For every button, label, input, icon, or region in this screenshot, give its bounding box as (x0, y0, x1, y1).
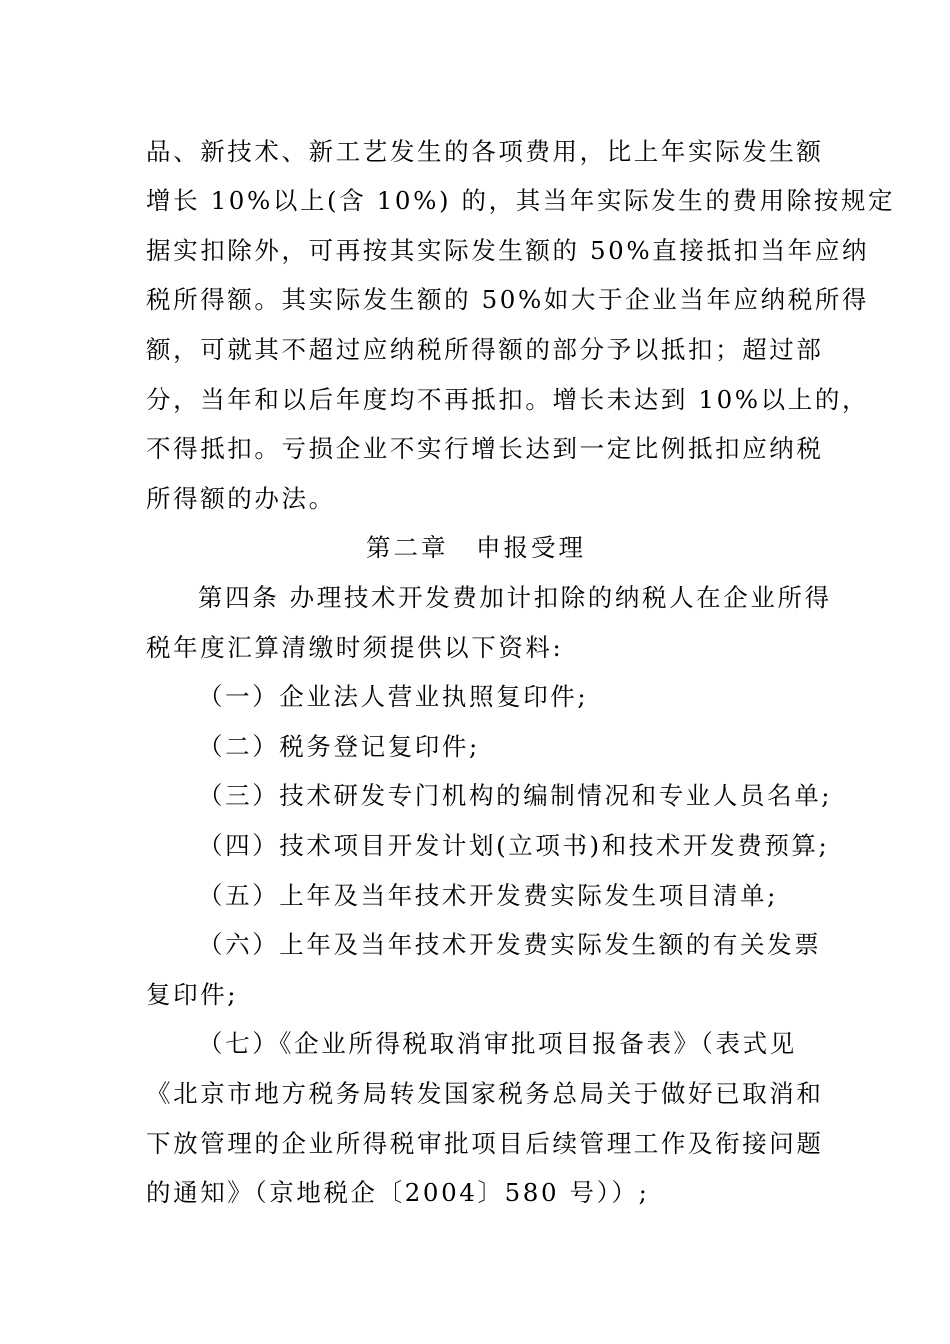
list-item: （五）上年及当年技术开发费实际发生项目清单; (198, 881, 778, 910)
paragraph-line: 不得抵扣。亏损企业不实行增长达到一定比例抵扣应纳税 (146, 434, 824, 463)
paragraph-line: 额，可就其不超过应纳税所得额的部分予以抵扣；超过部 (146, 335, 824, 364)
paragraph-line: 税所得额。其实际发生额的 50%如大于企业当年应纳税所得 (146, 285, 870, 314)
paragraph-line: 据实扣除外，可再按其实际发生额的 50%直接抵扣当年应纳 (146, 236, 870, 265)
list-item: （一）企业法人营业执照复印件; (198, 682, 589, 711)
list-item-continuation: 的通知》（京地税企〔2004〕580 号））; (146, 1178, 650, 1207)
list-item: （七）《企业所得税取消审批项目报备表》（表式见 (198, 1029, 797, 1058)
list-item: （六）上年及当年技术开发费实际发生额的有关发票 (198, 930, 822, 959)
list-item: （三）技术研发专门机构的编制情况和专业人员名单; (198, 781, 833, 810)
chapter-heading: 第二章 申报受理 (366, 533, 586, 562)
list-item: （二）税务登记复印件; (198, 732, 480, 761)
article-line: 第四条 办理技术开发费加计扣除的纳税人在企业所得 (198, 583, 832, 612)
list-item: （四）技术项目开发计划(立项书)和技术开发费预算; (198, 831, 830, 860)
paragraph-line: 分，当年和以后年度均不再抵扣。增长未达到 10%以上的， (146, 385, 870, 414)
list-item-continuation: 《北京市地方税务局转发国家税务总局关于做好已取消和 (146, 1079, 824, 1108)
list-item-continuation: 下放管理的企业所得税审批项目后续管理工作及衔接问题 (146, 1129, 824, 1158)
article-line: 税年度汇算清缴时须提供以下资料: (146, 633, 564, 662)
paragraph-line: 品、新技术、新工艺发生的各项费用，比上年实际发生额 (146, 137, 824, 166)
list-item-continuation: 复印件; (146, 980, 239, 1009)
paragraph-line: 增长 10%以上(含 10%) 的，其当年实际发生的费用除按规定 (146, 186, 896, 215)
paragraph-line: 所得额的办法。 (146, 484, 336, 513)
